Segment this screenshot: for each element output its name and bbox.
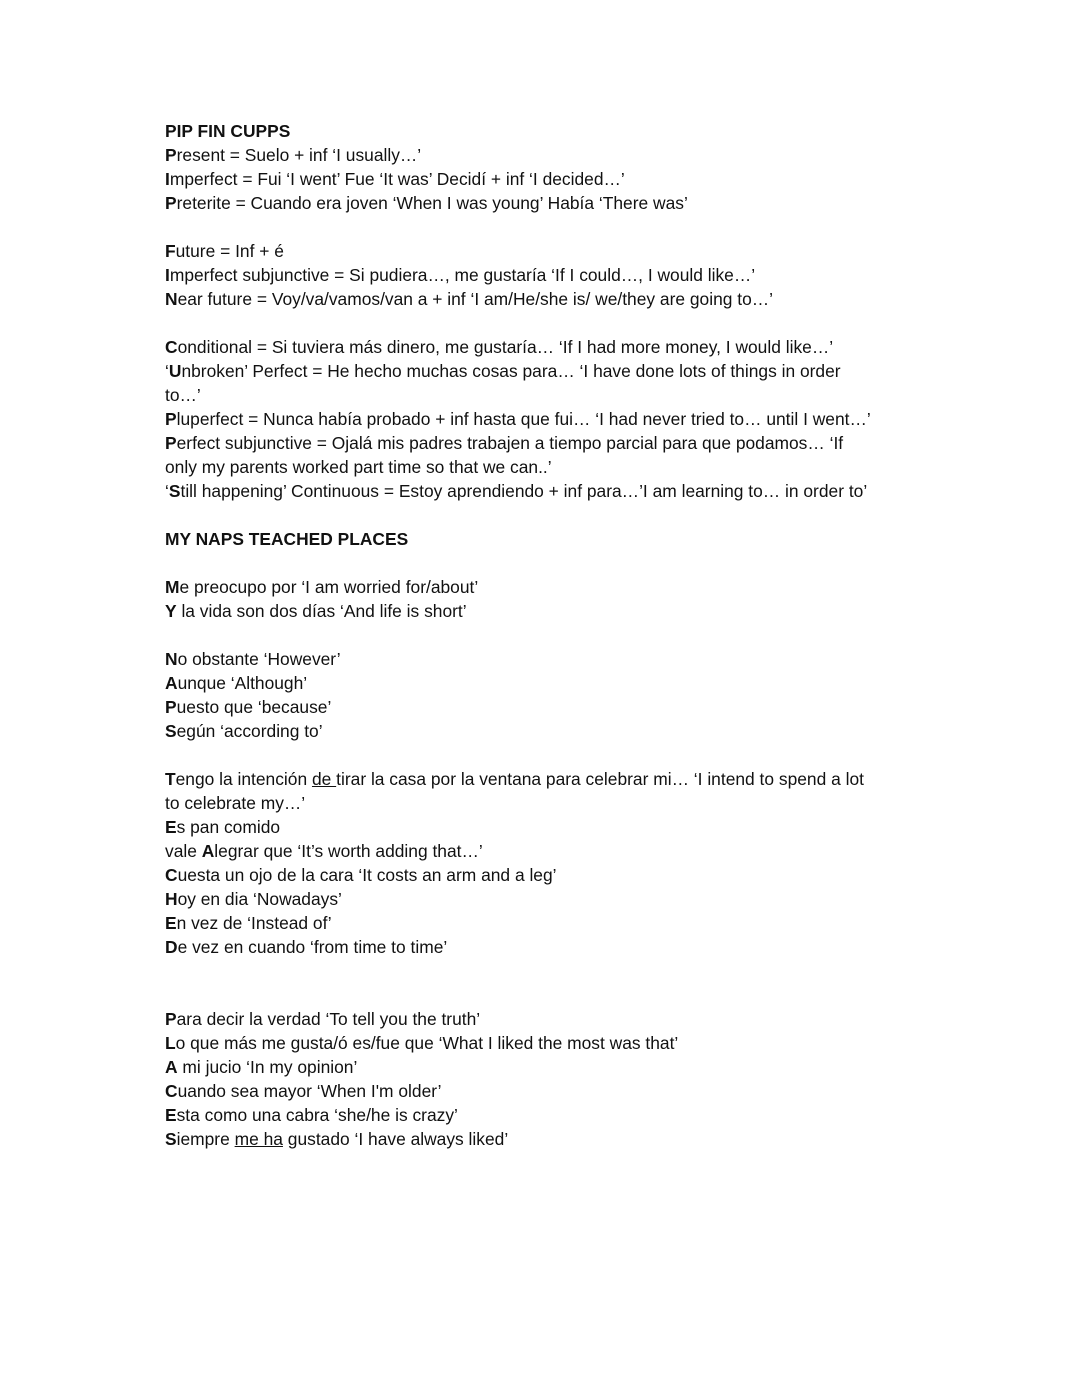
text-segment: reterite = Cuando era joven ‘When I was young’ Había ‘There was’ (176, 193, 688, 213)
text-line (165, 911, 871, 935)
bold-text: P (165, 409, 177, 429)
text-line (165, 647, 871, 671)
text-line (165, 119, 871, 143)
text-segment: onditional = Si tuviera más dinero, me gustaría… ‘If I had more money, I would like…’ (177, 337, 834, 357)
text-line (165, 575, 871, 599)
text-line (165, 671, 871, 695)
bold-text: A (201, 841, 215, 861)
text-segment: ‘ (165, 361, 169, 381)
text-line (165, 359, 871, 383)
bold-text: I (165, 265, 170, 285)
bold-text: A (165, 1057, 178, 1077)
bold-text: N (165, 649, 178, 669)
text-segment: sta como una cabra ‘she/he is crazy’ (176, 1105, 458, 1125)
underlined-text: me ha (234, 1129, 283, 1149)
text-line (165, 719, 871, 743)
text-line (165, 1079, 871, 1103)
text-segment: tirar la casa por la ventana para celebrar mi… ‘I intend to spend a lot (336, 769, 864, 789)
text-line (165, 407, 871, 431)
text-segment: egún ‘according to’ (176, 721, 323, 741)
bold-text: C (165, 337, 178, 357)
text-segment: to celebrate my…’ (165, 793, 306, 813)
text-segment: e vez en cuando ‘from time to time’ (177, 937, 448, 957)
bold-text: P (165, 1009, 177, 1029)
text-line (165, 287, 871, 311)
bold-text: A (165, 673, 178, 693)
text-segment: o obstante ‘However’ (177, 649, 341, 669)
blank-line (165, 743, 871, 767)
bold-text: Y (165, 601, 177, 621)
text-line (165, 527, 871, 551)
text-segment: to…’ (165, 385, 201, 405)
text-segment: s pan comido (176, 817, 281, 837)
bold-text: H (165, 889, 178, 909)
text-line (165, 263, 871, 287)
text-segment: e preocupo por ‘I am worried for/about’ (179, 577, 479, 597)
bold-text: I (165, 169, 170, 189)
text-line (165, 431, 871, 455)
text-segment: mperfect subjunctive = Si pudiera…, me gustaría ‘If I could…, I would like…’ (169, 265, 756, 285)
bold-text: C (165, 865, 178, 885)
bold-text: P (165, 433, 177, 453)
bold-text: U (168, 361, 182, 381)
text-segment: resent = Suelo + inf ‘I usually…’ (176, 145, 422, 165)
bold-text: S (165, 721, 177, 741)
text-segment: erfect subjunctive = Ojalá mis padres trabajen a tiempo parcial para que podamos… ‘If (176, 433, 844, 453)
text-line (165, 887, 871, 911)
text-segment: vale (165, 841, 202, 861)
text-line (165, 839, 871, 863)
text-line (165, 863, 871, 887)
text-line (165, 191, 871, 215)
text-line (165, 1127, 871, 1151)
blank-line (165, 311, 871, 335)
text-segment: engo la intención (175, 769, 312, 789)
text-segment: iempre (176, 1129, 235, 1149)
bold-text: E (165, 1105, 177, 1125)
text-line (165, 767, 871, 791)
text-segment: oy en dia ‘Nowadays’ (177, 889, 342, 909)
text-segment: ear future = Voy/va/vamos/van a + inf ‘I am/He/she is/ we/they are going to…’ (177, 289, 774, 309)
text-line (165, 695, 871, 719)
blank-line (165, 551, 871, 575)
bold-text: L (165, 1033, 176, 1053)
bold-text: M (165, 577, 180, 597)
text-segment: only my parents worked part time so that we can..’ (165, 457, 552, 477)
text-line (165, 1055, 871, 1079)
blank-line (165, 983, 871, 1007)
bold-text: N (165, 289, 178, 309)
text-segment: luperfect = Nunca había probado + inf hasta que fui… ‘I had never tried to… until I went…’ (176, 409, 871, 429)
bold-text: C (165, 1081, 178, 1101)
text-segment: ‘ (165, 481, 169, 501)
text-line (165, 815, 871, 839)
bold-text: E (165, 913, 177, 933)
bold-text: F (165, 241, 176, 261)
document-body (165, 119, 871, 1151)
blank-line (165, 215, 871, 239)
text-segment: nbroken’ Perfect = He hecho muchas cosas para… ‘I have done lots of things in order (181, 361, 841, 381)
text-line (165, 935, 871, 959)
text-line (165, 383, 871, 407)
text-segment: la vida son dos días ‘And life is short’ (176, 601, 467, 621)
bold-text: PIP FIN CUPPS (165, 121, 291, 141)
bold-text: P (165, 697, 177, 717)
text-line (165, 1103, 871, 1127)
blank-line (165, 623, 871, 647)
bold-text: P (165, 145, 177, 165)
text-segment: ara decir la verdad ‘To tell you the truth’ (176, 1009, 481, 1029)
bold-text: P (165, 193, 177, 213)
text-segment: n vez de ‘Instead of’ (176, 913, 332, 933)
bold-text: E (165, 817, 177, 837)
text-line (165, 143, 871, 167)
text-segment: legrar que ‘It’s worth adding that…’ (214, 841, 483, 861)
text-line (165, 335, 871, 359)
text-line (165, 239, 871, 263)
bold-text: D (165, 937, 178, 957)
text-line (165, 791, 871, 815)
text-segment: mperfect = Fui ‘I went’ Fue ‘It was’ Decidí + inf ‘I decided…’ (169, 169, 625, 189)
text-segment: uesta un ojo de la cara ‘It costs an arm and a leg’ (177, 865, 557, 885)
text-line (165, 479, 871, 503)
bold-text: T (165, 769, 176, 789)
bold-text: MY NAPS TEACHED PLACES (165, 529, 409, 549)
underlined-text: de (311, 769, 337, 789)
text-segment: uture = Inf + é (175, 241, 284, 261)
text-segment: uesto que ‘because’ (176, 697, 332, 717)
bold-text: S (165, 1129, 177, 1149)
text-segment: mi jucio ‘In my opinion’ (177, 1057, 358, 1077)
bold-text: S (168, 481, 181, 501)
blank-line (165, 959, 871, 983)
text-segment: gustado ‘I have always liked’ (282, 1129, 509, 1149)
text-segment: uando sea mayor ‘When I'm older’ (177, 1081, 442, 1101)
text-line (165, 599, 871, 623)
text-line (165, 1031, 871, 1055)
text-segment: till happening’ Continuous = Estoy aprendiendo + inf para…’I am learning to… in order to’ (180, 481, 868, 501)
text-segment: o que más me gusta/ó es/fue que ‘What I liked the most was that’ (175, 1033, 679, 1053)
text-segment: unque ‘Although’ (177, 673, 308, 693)
text-line (165, 455, 871, 479)
text-line (165, 1007, 871, 1031)
blank-line (165, 503, 871, 527)
text-line (165, 167, 871, 191)
